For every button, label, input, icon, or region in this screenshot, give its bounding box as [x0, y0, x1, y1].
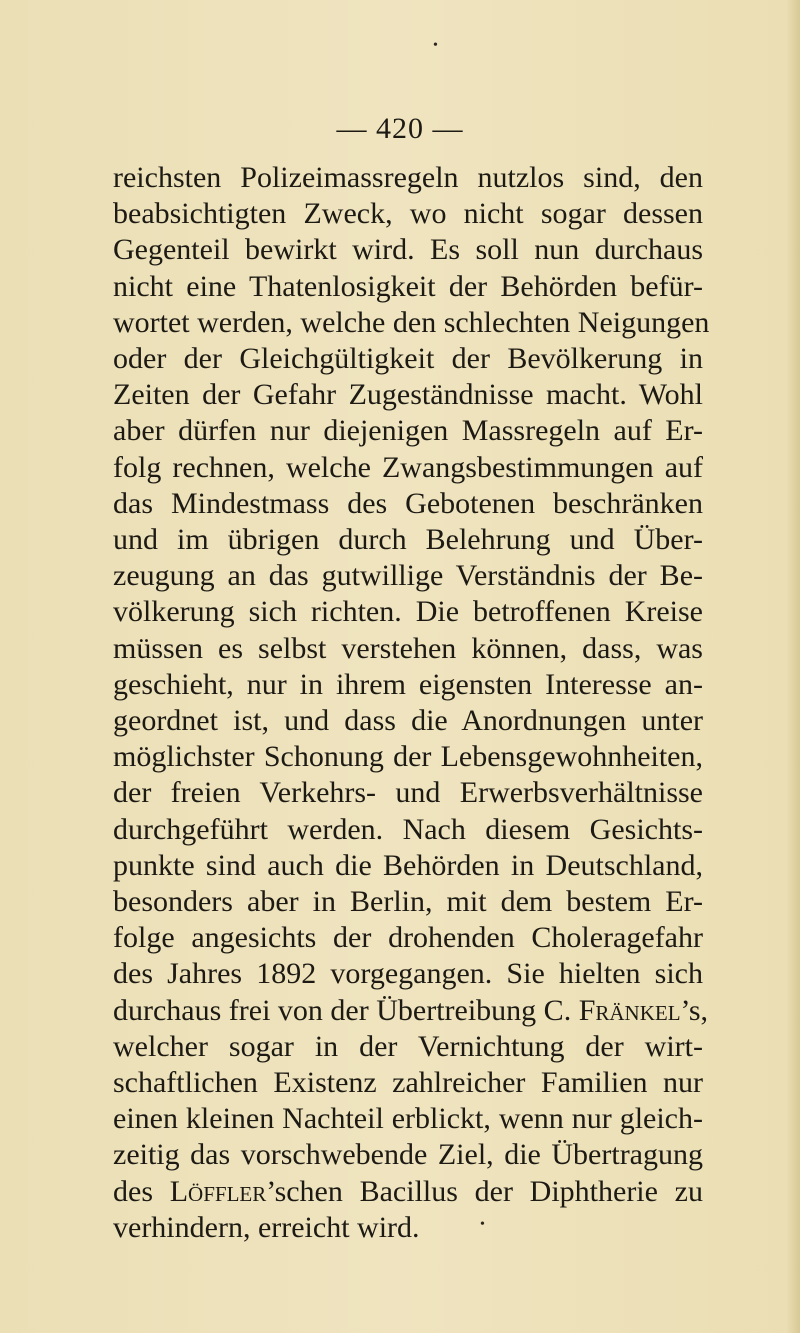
text-line: wortet werden, welche den schlechten Neigungen	[113, 305, 710, 339]
text-line	[113, 993, 709, 1029]
text-line: geordnet ist, und dass die Anordnungen unter	[113, 704, 703, 738]
text-line: nicht eine Thatenlosigkeit der Behörden befür-	[113, 269, 703, 303]
text-line: müssen es selbst verstehen können, dass, was	[113, 631, 703, 665]
text-line: einen kleinen Nachteil erblickt, wenn nur gleich-	[113, 1102, 703, 1136]
text-line: verhindern, erreicht wird.	[113, 1210, 420, 1244]
body-text	[113, 160, 710, 1246]
page-edge-shadow	[786, 0, 800, 1333]
author-name-smallcaps: Löffler	[169, 1174, 267, 1208]
text-segment: ’s,	[680, 993, 709, 1027]
print-speck: •	[480, 1217, 485, 1232]
text-line: reichsten Polizeimassregeln nutzlos sind, den	[113, 161, 703, 194]
author-name-smallcaps: Fränkel	[578, 993, 681, 1027]
text-line: punkte sind auch die Behörden in Deutschland,	[113, 848, 703, 882]
text-line: aber dürfen nur diejenigen Massregeln auf Er-	[113, 414, 703, 448]
text-segment: durchaus frei von der Übertreibung C.	[113, 993, 579, 1027]
text-line: der freien Verkehrs- und Erwerbsverhältnisse	[113, 776, 703, 810]
text-line: oder der Gleichgültigkeit der Bevölkerung in	[113, 342, 703, 376]
text-line: durchgeführt werden. Nach diesem Gesichts-	[113, 812, 703, 846]
text-segment: des	[113, 1174, 170, 1208]
text-line: besonders aber in Berlin, mit dem bestem Er-	[113, 885, 703, 919]
text-line: möglichster Schonung der Lebensgewohnheiten,	[113, 740, 703, 774]
text-line: zeugung an das gutwillige Verständnis der Be-	[113, 559, 703, 593]
text-line: und im übrigen durch Belehrung und Über-	[113, 523, 703, 557]
text-line: schaftlichen Existenz zahlreicher Familien nur	[113, 1066, 703, 1100]
text-line	[113, 1174, 703, 1210]
text-line: folg rechnen, welche Zwangsbestimmungen auf	[113, 450, 703, 484]
text-line: des Jahres 1892 vorgegangen. Sie hielten sich	[113, 957, 703, 991]
text-line: folge angesichts der drohenden Choleragefahr	[113, 921, 703, 955]
text-line: das Mindestmass des Gebotenen beschränken	[113, 486, 703, 520]
text-line: zeitig das vorschwebende Ziel, die Übertragung	[113, 1138, 703, 1172]
text-line: geschieht, nur in ihrem eigensten Interesse an-	[113, 667, 703, 701]
text-line: völkerung sich richten. Die betroffenen Kreise	[113, 595, 703, 629]
text-line: Gegenteil bewirkt wird. Es soll nun durchaus	[113, 233, 703, 267]
print-speck: •	[433, 38, 438, 53]
page-number-header: — 420 —	[336, 112, 464, 145]
text-line: welcher sogar in der Vernichtung der wirt-	[113, 1029, 703, 1063]
text-segment: ’schen Bacillus der Diphtherie zu	[266, 1174, 703, 1208]
text-line: Zeiten der Gefahr Zugeständnisse macht. Wohl	[113, 378, 703, 412]
text-line: beabsichtigten Zweck, wo nicht sogar dessen	[113, 197, 703, 231]
